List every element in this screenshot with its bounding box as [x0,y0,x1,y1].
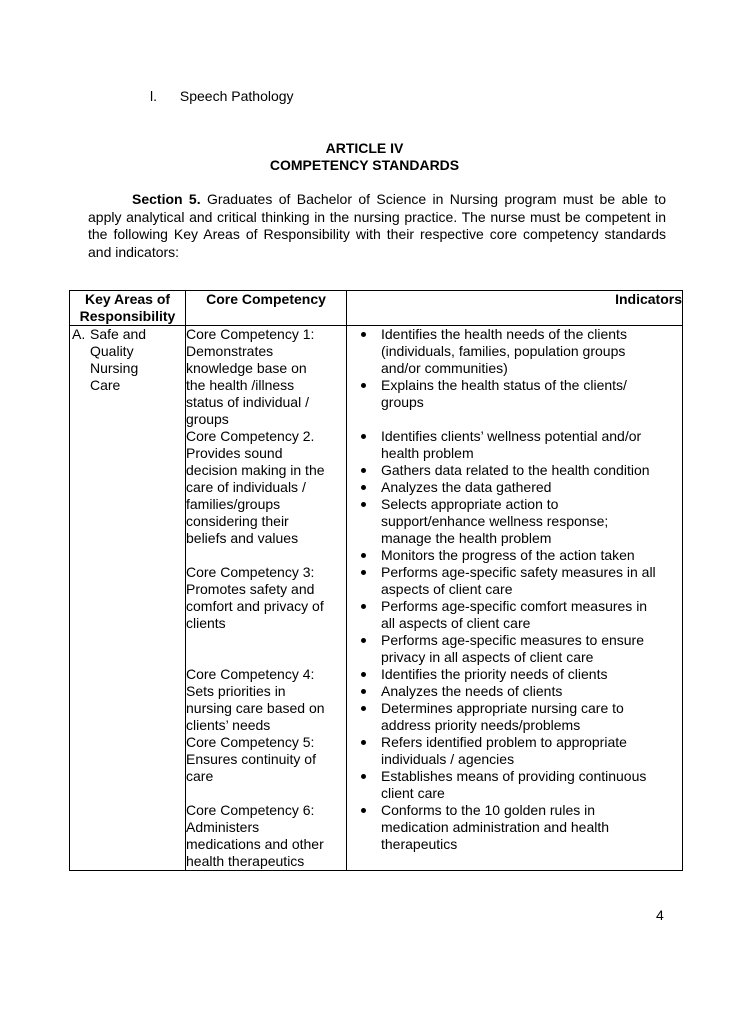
table-row [70,428,683,564]
key-area-cell [70,666,186,734]
key-area [70,326,185,394]
indicator-item: Identifies the health needs of the clients (individuals, families, population groups and/or communities) [347,326,682,377]
indicator-list [347,428,682,564]
indicator-item: Conforms to the 10 golden rules in medication administration and health therapeutics [347,802,682,853]
indicator-item: Establishes means of providing continuous client care [347,768,682,802]
page-number: 4 [656,907,664,923]
table-row [70,802,683,871]
core-competency-cell: Core Competency 3: Promotes safety and comfort and privacy of clients [186,564,347,666]
indicator-item: Performs age-specific measures to ensure privacy in all aspects of client care [347,632,682,666]
indicator-item: Performs age-specific comfort measures in all aspects of client care [347,598,682,632]
indicator-list [347,802,682,853]
indicator-item: Refers identified problem to appropriate individuals / agencies [347,734,682,768]
key-area-cell [70,564,186,666]
indicators-cell [347,564,683,666]
indicator-item: Monitors the progress of the action taken [347,547,682,564]
indicator-item: Identifies clients’ wellness potential and/or health problem [347,428,682,462]
core-competency-cell: Core Competency 2. Provides sound decision making in the care of individuals / families/groups considering their beliefs and values [186,428,347,564]
table-row [70,734,683,802]
table-row [70,564,683,666]
indicators-cell [347,428,683,564]
indicator-item: Selects appropriate action to support/enhance wellness response; manage the health problem [347,496,682,547]
core-competency-cell: Core Competency 1: Demonstrates knowledge base on the health /illness status of individual / groups [186,326,347,429]
key-area-cell [70,734,186,802]
indicator-item: Analyzes the data gathered [347,479,682,496]
indicator-item: Identifies the priority needs of clients [347,666,682,683]
section-text: Graduates of Bachelor of Science in Nursing program must be able to apply analytical and critical thinking in the nursing practice. The nurse must be competent in the following Key Areas of Responsibility with their respective core competency standards and indicators: [88,191,666,260]
key-area-cell [70,428,186,564]
key-area-text: Safe and Quality Nursing Care [90,326,147,393]
core-competency-cell: Core Competency 5: Ensures continuity of care [186,734,347,802]
table-header-row [70,291,683,326]
indicators-cell [347,666,683,734]
list-item-text: Speech Pathology [179,88,294,104]
header-indicators: Indicators [347,291,683,326]
indicator-item: Gathers data related to the health condition [347,462,682,479]
key-area-cell [70,326,186,429]
competency-table [69,290,683,871]
key-area-letter: A. [72,326,86,342]
header-key-areas: Key Areas of Responsibility [70,291,186,326]
table-row [70,666,683,734]
indicator-list [347,734,682,802]
core-competency-cell: Core Competency 4: Sets priorities in nursing care based on clients’ needs [186,666,347,734]
list-item-speech-pathology [150,88,294,105]
indicators-cell [347,734,683,802]
article-subtitle: COMPETENCY STANDARDS [269,157,460,173]
indicator-item: Determines appropriate nursing care to address priority needs/problems [347,700,682,734]
list-item-number: l. [150,88,157,104]
indicator-item: Explains the health status of the clients/ groups [347,377,682,411]
table-row [70,326,683,429]
indicator-list [347,326,682,411]
article-title: ARTICLE IV [325,140,404,156]
indicators-cell [347,326,683,429]
section-paragraph [88,191,666,261]
indicator-list [347,666,682,734]
key-area-cell [70,802,186,871]
indicators-cell [347,802,683,871]
header-core-competency: Core Competency [186,291,347,326]
indicator-item: Performs age-specific safety measures in all aspects of client care [347,564,682,598]
section-label: Section 5. [132,191,201,207]
indicator-list [347,564,682,666]
indicator-item: Analyzes the needs of clients [347,683,682,700]
core-competency-cell: Core Competency 6: Administers medications and other health therapeutics [186,802,347,871]
